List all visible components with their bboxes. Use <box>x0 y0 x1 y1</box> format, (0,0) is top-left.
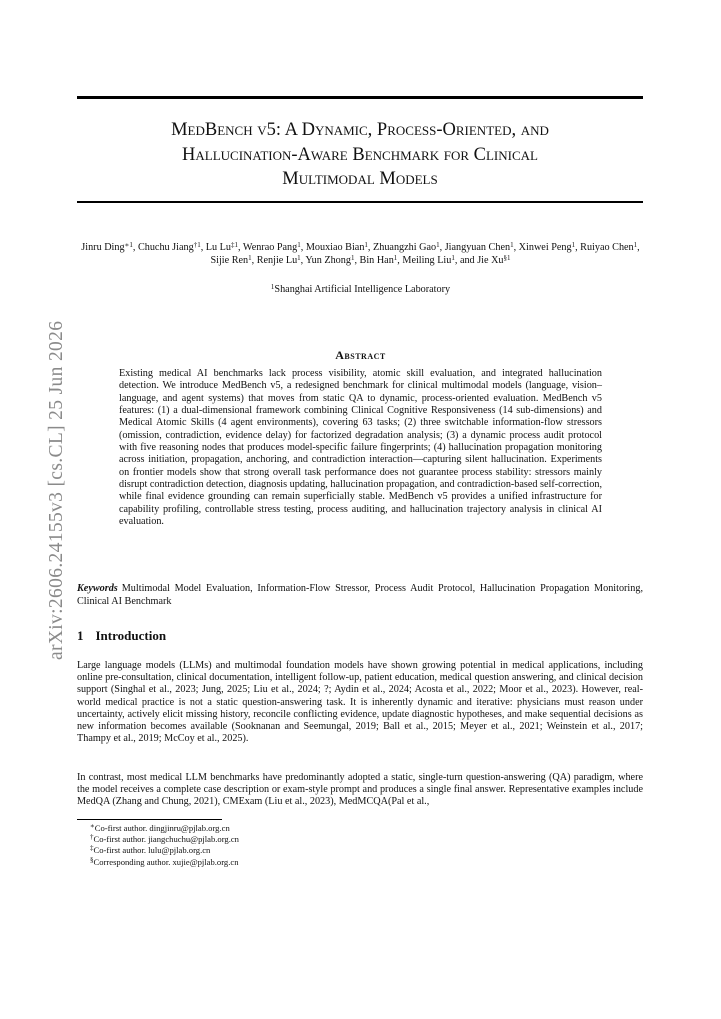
author-separator: , <box>637 242 640 253</box>
footnote-mark: † <box>90 833 94 842</box>
author-name: Lu Lu <box>205 242 231 253</box>
author-mark: 1 <box>451 253 455 262</box>
author-mark: §1 <box>503 253 511 262</box>
affiliation <box>78 284 643 295</box>
affiliation-mark: 1 <box>270 283 275 291</box>
author-mark: ‡1 <box>230 241 238 249</box>
author-name: Renjie Lu <box>256 254 298 266</box>
author-mark: 1 <box>350 253 355 262</box>
author-mark: 1 <box>364 241 368 249</box>
footnote <box>90 834 239 845</box>
author-mark: 1 <box>571 241 576 249</box>
author-mark: 1 <box>633 241 638 249</box>
arxiv-identifier: arXiv:2606.24155v3 [cs.CL] 25 Jun 2026 <box>46 320 67 660</box>
author-name: Wenrao Pang <box>242 242 298 253</box>
intro-paragraph-2: In contrast, most medical LLM benchmarks have predominantly adopted a static, single-turn question-answering (QA) paradigm, where the model receives a complete case description or exam-style prompt and produces a single final answer. Representative examples include MedQA (Zhang and Chung, 2021), CMExam (Liu et al., 2023), MedMCQA(Pal et al., <box>77 772 643 808</box>
author-separator: , <box>354 254 360 266</box>
author-name: Bin Han <box>359 254 394 266</box>
author-name: Sijie Ren <box>210 254 249 266</box>
author-separator: , <box>397 254 403 266</box>
author-separator: , <box>237 242 243 253</box>
author-mark: 1 <box>248 253 252 262</box>
abstract-text: Existing medical AI benchmarks lack process visibility, atomic skill evaluation, and integrated hallucination detection. We introduce MedBench v5, a redesigned benchmark for clinical multimodal models (language, vision–language, and agent systems) that moves from static QA to dynamic, process-oriented evaluation. MedBench v5 features: (1) a dual-dimensional framework combining Clinical Cognitive Responsiveness (14 sub-dimensions) and Medical Atomic Skills (4 agent environments), covering 63 tasks; (2) three switchable information-flow stressors (omission, contradiction, evidence delay) for factorized degradation analysis; (3) a dynamic process audit protocol with five reasoning nodes that produces model-specific failure fingerprints; (4) hallucination propagation monitoring across initiation, propagation, anchoring, and contradiction interaction—capturing silent hallucination. Experiments on frontier models show that strong overall task performance does not guarantee process stability: stressors mainly disrupt contradiction detection, diagnosis updating, hallucination propagation, and contradiction-based self-correction, while final evidence grounding can remain superficially stable. MedBench v5 provides a unified infrastructure for capability profiling, controllable stress testing, process auditing, and hallucination trajectory analysis in clinical AI evaluation. <box>119 368 602 528</box>
author-separator: , <box>200 242 206 253</box>
paper-title <box>90 118 630 192</box>
author-mark: 1 <box>297 241 301 249</box>
author-mark: ∗1 <box>124 241 133 249</box>
author-mark: †1 <box>193 241 201 249</box>
abstract-heading: Abstract <box>335 348 386 362</box>
affiliation-name: Shanghai Artificial Intelligence Laboratory <box>274 284 451 295</box>
author-name: Ruiyao Chen <box>580 242 634 253</box>
footnote-text: Corresponding author. xujie@pjlab.org.cn <box>93 856 239 867</box>
title-top-rule <box>77 96 643 99</box>
footnote-mark: ‡ <box>90 844 94 853</box>
keywords-text: Multimodal Model Evaluation, Information-Flow Stressor, Process Audit Protocol, Hallucination Propagation Monitoring, Clinical AI Benchmark <box>77 583 643 607</box>
author-mark: 1 <box>436 241 440 249</box>
author-separator: , <box>367 242 374 253</box>
author-mark: 1 <box>510 241 514 249</box>
title-line-1: MedBench v5: A Dynamic, Process-Oriented, and <box>171 120 549 140</box>
author-name: Jie Xu <box>477 254 504 266</box>
footnote <box>90 845 239 856</box>
title-bottom-rule <box>77 201 643 203</box>
footnote-text: Co-first author. jiangchuchu@pjlab.org.cn <box>93 834 239 845</box>
footnote <box>90 857 239 868</box>
footnotes <box>90 823 239 868</box>
author-name: Mouxiao Bian <box>305 242 365 253</box>
author-separator: , and <box>454 254 478 266</box>
author-list <box>78 242 643 268</box>
section-number: 1 <box>77 628 84 643</box>
author-name: Jinru Ding <box>81 242 125 253</box>
keywords-label: Keywords <box>77 583 118 594</box>
footnote-rule <box>77 819 222 820</box>
author-name: Chuchu Jiang <box>137 242 194 253</box>
section-title: Introduction <box>95 628 167 643</box>
author-separator: , <box>513 242 519 253</box>
author-separator: , <box>575 242 581 253</box>
intro-paragraph-1: Large language models (LLMs) and multimodal foundation models have shown growing potential in medical applications, including online pre-consultation, clinical documentation, intelligent follow-up, patient education, medical question answering, and clinical decision support (Singhal et al., 2023; Jung, 2025; Liu et al., 2024; ?; Aydin et al., 2024; Acosta et al., 2022; Moor et al., 2023). However, real-world medical practice is not a static question-answering task. It is inherently dynamic and iterative: physicians must reason under uncertainty, actively elicit missing history, reconcile conflicting evidence, update diagnostic hypotheses, and make sequential decisions as new information becomes available (Sooknanan and Seemungal, 2019; Ball et al., 2015; Meyer et al., 2021; Weinstein et al., 2017; Thampy et al., 2019; McCoy et al., 2025). <box>77 660 643 745</box>
title-line-3: Multimodal Models <box>282 169 438 189</box>
author-separator: , <box>300 242 306 253</box>
author-separator: , <box>132 242 138 253</box>
author-name: Yun Zhong <box>305 254 351 266</box>
keywords <box>77 583 643 608</box>
footnote-mark: ∗ <box>90 822 95 830</box>
author-name: Jiangyuan Chen <box>444 242 511 253</box>
footnote-text: Co-first author. lulu@pjlab.org.cn <box>93 845 211 856</box>
author-separator: , <box>300 254 306 266</box>
author-mark: 1 <box>393 253 398 262</box>
author-name: Zhuangzhi Gao <box>373 242 437 253</box>
author-name: Meiling Liu <box>402 254 452 266</box>
author-separator: , <box>439 242 445 253</box>
title-line-2: Hallucination-Aware Benchmark for Clinical <box>182 144 538 165</box>
section-heading <box>77 628 166 644</box>
footnote <box>90 823 239 834</box>
footnote-mark: § <box>90 855 94 864</box>
author-mark: 1 <box>297 253 301 262</box>
author-name: Xinwei Peng <box>518 242 572 253</box>
footnote-text: Co-first author. dingjinru@pjlab.org.cn <box>94 823 230 833</box>
author-separator: , <box>251 254 257 266</box>
